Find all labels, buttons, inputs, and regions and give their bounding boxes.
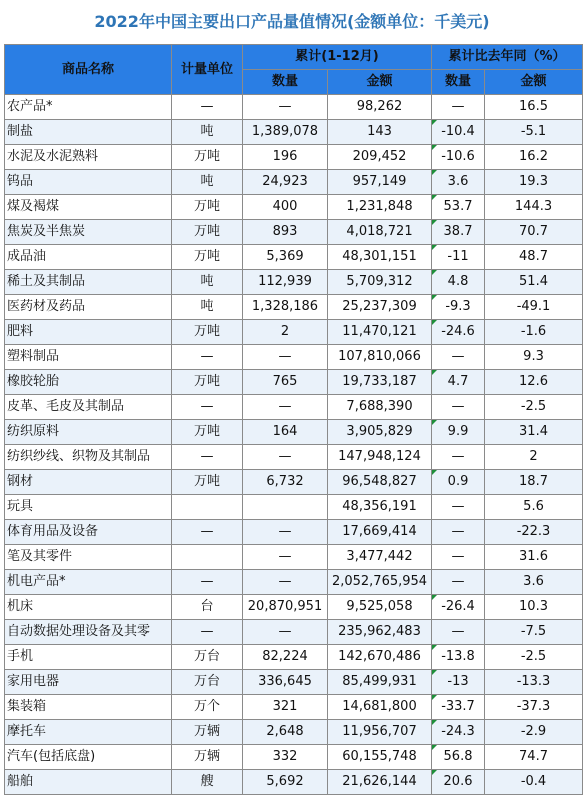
table-row: [5, 695, 583, 720]
cell-unit[interactable]: 万吨: [172, 220, 243, 245]
cell-unit[interactable]: 万台: [172, 670, 243, 695]
cell-qty[interactable]: [243, 495, 328, 520]
table-row: [5, 245, 583, 270]
cell-unit[interactable]: 台: [172, 595, 243, 620]
cell-yoy-amount[interactable]: 74.7: [485, 745, 583, 770]
cell-name[interactable]: 家用电器: [5, 670, 172, 695]
cell-amount[interactable]: 14,681,800: [328, 695, 432, 720]
cell-name[interactable]: 橡胶轮胎: [5, 370, 172, 395]
cell-amount[interactable]: 1,231,848: [328, 195, 432, 220]
cell-yoy-amount[interactable]: -22.3: [485, 520, 583, 545]
cell-unit[interactable]: 艘: [172, 770, 243, 795]
cell-qty[interactable]: 5,692: [243, 770, 328, 795]
cell-yoy-amount[interactable]: 19.3: [485, 170, 583, 195]
cell-name[interactable]: 摩托车: [5, 720, 172, 745]
cell-name[interactable]: 集装箱: [5, 695, 172, 720]
cell-qty[interactable]: —: [243, 620, 328, 645]
cell-yoy-amount[interactable]: 31.6: [485, 545, 583, 570]
cell-name[interactable]: 肥料: [5, 320, 172, 345]
cell-name[interactable]: 钢材: [5, 470, 172, 495]
table-row: [5, 270, 583, 295]
cell-yoy-qty[interactable]: 3.6: [432, 170, 485, 195]
cell-yoy-amount[interactable]: -2.9: [485, 720, 583, 745]
cell-amount[interactable]: 143: [328, 120, 432, 145]
header-cumulative[interactable]: 累计(1-12月): [243, 45, 432, 70]
cell-yoy-qty[interactable]: 56.8: [432, 745, 485, 770]
table-row: [5, 595, 583, 620]
cell-amount[interactable]: 11,956,707: [328, 720, 432, 745]
cell-yoy-amount[interactable]: 12.6: [485, 370, 583, 395]
cell-amount[interactable]: 209,452: [328, 145, 432, 170]
cell-unit[interactable]: 万辆: [172, 720, 243, 745]
header-name[interactable]: 商品名称: [5, 45, 172, 95]
cell-name[interactable]: 纺织原料: [5, 420, 172, 445]
cell-amount[interactable]: 96,548,827: [328, 470, 432, 495]
cell-name[interactable]: 玩具: [5, 495, 172, 520]
cell-name[interactable]: 自动数据处理设备及其零: [5, 620, 172, 645]
cell-yoy-qty[interactable]: 20.6: [432, 770, 485, 795]
cell-unit[interactable]: 万吨: [172, 470, 243, 495]
cell-amount[interactable]: 19,733,187: [328, 370, 432, 395]
table-row: [5, 220, 583, 245]
cell-amount[interactable]: 7,688,390: [328, 395, 432, 420]
cell-yoy-amount[interactable]: -5.1: [485, 120, 583, 145]
cell-name[interactable]: 制盐: [5, 120, 172, 145]
cell-name[interactable]: 水泥及水泥熟料: [5, 145, 172, 170]
cell-amount[interactable]: 11,470,121: [328, 320, 432, 345]
cell-yoy-qty[interactable]: -13.8: [432, 645, 485, 670]
cell-unit[interactable]: [172, 495, 243, 520]
cell-yoy-qty[interactable]: 38.7: [432, 220, 485, 245]
header-yoy-amount[interactable]: 金额: [485, 70, 583, 95]
cell-name[interactable]: 稀土及其制品: [5, 270, 172, 295]
cell-unit[interactable]: 吨: [172, 295, 243, 320]
cell-name[interactable]: 机电产品*: [5, 570, 172, 595]
cell-unit[interactable]: —: [172, 345, 243, 370]
cell-yoy-amount[interactable]: -49.1: [485, 295, 583, 320]
cell-yoy-amount[interactable]: 16.2: [485, 145, 583, 170]
cell-yoy-qty[interactable]: -13: [432, 670, 485, 695]
cell-yoy-qty[interactable]: —: [432, 495, 485, 520]
page-title: 2022年中国主要出口产品量值情况(金额单位：千美元): [94, 12, 490, 31]
table-row: [5, 395, 583, 420]
cell-unit[interactable]: 万吨: [172, 145, 243, 170]
cell-qty[interactable]: —: [243, 520, 328, 545]
cell-yoy-amount[interactable]: 9.3: [485, 345, 583, 370]
table-row: [5, 520, 583, 545]
cell-unit[interactable]: 万吨: [172, 370, 243, 395]
cell-yoy-qty[interactable]: -10.4: [432, 120, 485, 145]
cell-amount[interactable]: 957,149: [328, 170, 432, 195]
cell-qty[interactable]: 321: [243, 695, 328, 720]
cell-qty[interactable]: 2: [243, 320, 328, 345]
cell-unit[interactable]: 吨: [172, 270, 243, 295]
header-yoy-qty[interactable]: 数量: [432, 70, 485, 95]
cell-qty[interactable]: 1,328,186: [243, 295, 328, 320]
cell-qty[interactable]: —: [243, 395, 328, 420]
cell-qty[interactable]: —: [243, 545, 328, 570]
table-row: [5, 195, 583, 220]
cell-unit[interactable]: 吨: [172, 120, 243, 145]
table-row: [5, 345, 583, 370]
cell-yoy-amount[interactable]: 48.7: [485, 245, 583, 270]
cell-yoy-amount[interactable]: -13.3: [485, 670, 583, 695]
cell-name[interactable]: 成品油: [5, 245, 172, 270]
cell-yoy-qty[interactable]: —: [432, 345, 485, 370]
cell-yoy-amount[interactable]: -2.5: [485, 395, 583, 420]
header-yoy[interactable]: 累计比去年同（%）: [432, 45, 583, 70]
table-row: [5, 420, 583, 445]
cell-unit[interactable]: —: [172, 95, 243, 120]
cell-amount[interactable]: 9,525,058: [328, 595, 432, 620]
table-row: [5, 570, 583, 595]
cell-name[interactable]: 医药材及药品: [5, 295, 172, 320]
table-row: [5, 545, 583, 570]
cell-yoy-qty[interactable]: —: [432, 570, 485, 595]
cell-name[interactable]: 塑料制品: [5, 345, 172, 370]
cell-unit[interactable]: 万吨: [172, 195, 243, 220]
cell-qty[interactable]: 164: [243, 420, 328, 445]
cell-yoy-qty[interactable]: —: [432, 520, 485, 545]
cell-name[interactable]: 机床: [5, 595, 172, 620]
cell-yoy-qty[interactable]: —: [432, 545, 485, 570]
cell-yoy-qty[interactable]: 4.8: [432, 270, 485, 295]
cell-yoy-qty[interactable]: —: [432, 395, 485, 420]
cell-name[interactable]: 钨品: [5, 170, 172, 195]
cell-yoy-amount[interactable]: 51.4: [485, 270, 583, 295]
cell-unit[interactable]: —: [172, 620, 243, 645]
header-qty[interactable]: 数量: [243, 70, 328, 95]
cell-qty[interactable]: —: [243, 445, 328, 470]
cell-amount[interactable]: 2,052,765,954: [328, 570, 432, 595]
table-row: [5, 445, 583, 470]
cell-qty[interactable]: 1,389,078: [243, 120, 328, 145]
cell-amount[interactable]: 5,709,312: [328, 270, 432, 295]
cell-name[interactable]: 笔及其零件: [5, 545, 172, 570]
cell-yoy-amount[interactable]: 70.7: [485, 220, 583, 245]
cell-yoy-qty[interactable]: -33.7: [432, 695, 485, 720]
cell-qty[interactable]: —: [243, 345, 328, 370]
cell-qty[interactable]: —: [243, 570, 328, 595]
cell-name[interactable]: 手机: [5, 645, 172, 670]
cell-amount[interactable]: 142,670,486: [328, 645, 432, 670]
cell-yoy-qty[interactable]: —: [432, 445, 485, 470]
cell-name[interactable]: 农产品*: [5, 95, 172, 120]
export-table: [4, 44, 583, 795]
cell-qty[interactable]: 24,923: [243, 170, 328, 195]
table-row: [5, 370, 583, 395]
cell-amount[interactable]: 107,810,066: [328, 345, 432, 370]
cell-qty[interactable]: 765: [243, 370, 328, 395]
cell-amount[interactable]: 48,356,191: [328, 495, 432, 520]
header-amount[interactable]: 金额: [328, 70, 432, 95]
cell-name[interactable]: 船舶: [5, 770, 172, 795]
cell-qty[interactable]: 196: [243, 145, 328, 170]
cell-yoy-amount[interactable]: -1.6: [485, 320, 583, 345]
cell-unit[interactable]: 万吨: [172, 320, 243, 345]
cell-yoy-amount[interactable]: -2.5: [485, 645, 583, 670]
cell-yoy-amount[interactable]: 5.6: [485, 495, 583, 520]
cell-amount[interactable]: 98,262: [328, 95, 432, 120]
cell-yoy-qty[interactable]: -24.6: [432, 320, 485, 345]
cell-qty[interactable]: 336,645: [243, 670, 328, 695]
cell-qty[interactable]: —: [243, 95, 328, 120]
cell-amount[interactable]: 48,301,151: [328, 245, 432, 270]
cell-yoy-qty[interactable]: -11: [432, 245, 485, 270]
cell-yoy-qty[interactable]: 53.7: [432, 195, 485, 220]
cell-name[interactable]: 焦炭及半焦炭: [5, 220, 172, 245]
cell-unit[interactable]: [172, 545, 243, 570]
cell-amount[interactable]: 17,669,414: [328, 520, 432, 545]
cell-yoy-amount[interactable]: 31.4: [485, 420, 583, 445]
table-row: [5, 720, 583, 745]
table-row: [5, 495, 583, 520]
cell-yoy-amount[interactable]: -0.4: [485, 770, 583, 795]
cell-yoy-amount[interactable]: 10.3: [485, 595, 583, 620]
cell-yoy-qty[interactable]: 4.7: [432, 370, 485, 395]
cell-amount[interactable]: 3,905,829: [328, 420, 432, 445]
cell-yoy-qty[interactable]: 0.9: [432, 470, 485, 495]
cell-unit[interactable]: 万辆: [172, 745, 243, 770]
cell-yoy-qty[interactable]: 9.9: [432, 420, 485, 445]
cell-unit[interactable]: 吨: [172, 170, 243, 195]
cell-yoy-amount[interactable]: -7.5: [485, 620, 583, 645]
cell-amount[interactable]: 21,626,144: [328, 770, 432, 795]
cell-unit[interactable]: 万吨: [172, 245, 243, 270]
cell-yoy-amount[interactable]: 3.6: [485, 570, 583, 595]
table-row: [5, 295, 583, 320]
cell-name[interactable]: 煤及褐煤: [5, 195, 172, 220]
table-row: [5, 170, 583, 195]
cell-yoy-qty[interactable]: -9.3: [432, 295, 485, 320]
cell-yoy-amount[interactable]: 16.5: [485, 95, 583, 120]
cell-amount[interactable]: 235,962,483: [328, 620, 432, 645]
cell-unit[interactable]: 万个: [172, 695, 243, 720]
cell-qty[interactable]: 5,369: [243, 245, 328, 270]
cell-amount[interactable]: 85,499,931: [328, 670, 432, 695]
table-row: [5, 145, 583, 170]
cell-amount[interactable]: 147,948,124: [328, 445, 432, 470]
table-row: [5, 120, 583, 145]
header-unit[interactable]: 计量单位: [172, 45, 243, 95]
table-row: [5, 320, 583, 345]
cell-name[interactable]: 纺织纱线、织物及其制品: [5, 445, 172, 470]
cell-unit[interactable]: 万台: [172, 645, 243, 670]
cell-unit[interactable]: —: [172, 445, 243, 470]
table-row: [5, 95, 583, 120]
cell-amount[interactable]: 25,237,309: [328, 295, 432, 320]
cell-qty[interactable]: 332: [243, 745, 328, 770]
cell-qty[interactable]: 82,224: [243, 645, 328, 670]
table-row: [5, 770, 583, 795]
cell-name[interactable]: 皮革、毛皮及其制品: [5, 395, 172, 420]
cell-unit[interactable]: —: [172, 520, 243, 545]
cell-qty[interactable]: 2,648: [243, 720, 328, 745]
cell-yoy-qty[interactable]: -24.3: [432, 720, 485, 745]
table-row: [5, 620, 583, 645]
cell-unit[interactable]: 万吨: [172, 420, 243, 445]
table-row: [5, 670, 583, 695]
table-row: [5, 645, 583, 670]
cell-yoy-amount[interactable]: 144.3: [485, 195, 583, 220]
cell-unit[interactable]: —: [172, 395, 243, 420]
cell-yoy-amount[interactable]: -37.3: [485, 695, 583, 720]
cell-amount[interactable]: 4,018,721: [328, 220, 432, 245]
cell-amount[interactable]: 60,155,748: [328, 745, 432, 770]
cell-name[interactable]: 汽车(包括底盘): [5, 745, 172, 770]
cell-qty[interactable]: 893: [243, 220, 328, 245]
cell-yoy-qty[interactable]: -26.4: [432, 595, 485, 620]
cell-unit[interactable]: —: [172, 570, 243, 595]
table-body: [5, 95, 583, 795]
cell-yoy-qty[interactable]: -10.6: [432, 145, 485, 170]
table-row: [5, 470, 583, 495]
cell-amount[interactable]: 3,477,442: [328, 545, 432, 570]
cell-qty[interactable]: 6,732: [243, 470, 328, 495]
cell-yoy-amount[interactable]: 18.7: [485, 470, 583, 495]
cell-yoy-amount[interactable]: 2: [485, 445, 583, 470]
cell-qty[interactable]: 400: [243, 195, 328, 220]
table-row: [5, 745, 583, 770]
cell-qty[interactable]: 112,939: [243, 270, 328, 295]
cell-name[interactable]: 体育用品及设备: [5, 520, 172, 545]
cell-yoy-qty[interactable]: —: [432, 95, 485, 120]
cell-qty[interactable]: 20,870,951: [243, 595, 328, 620]
cell-yoy-qty[interactable]: —: [432, 620, 485, 645]
